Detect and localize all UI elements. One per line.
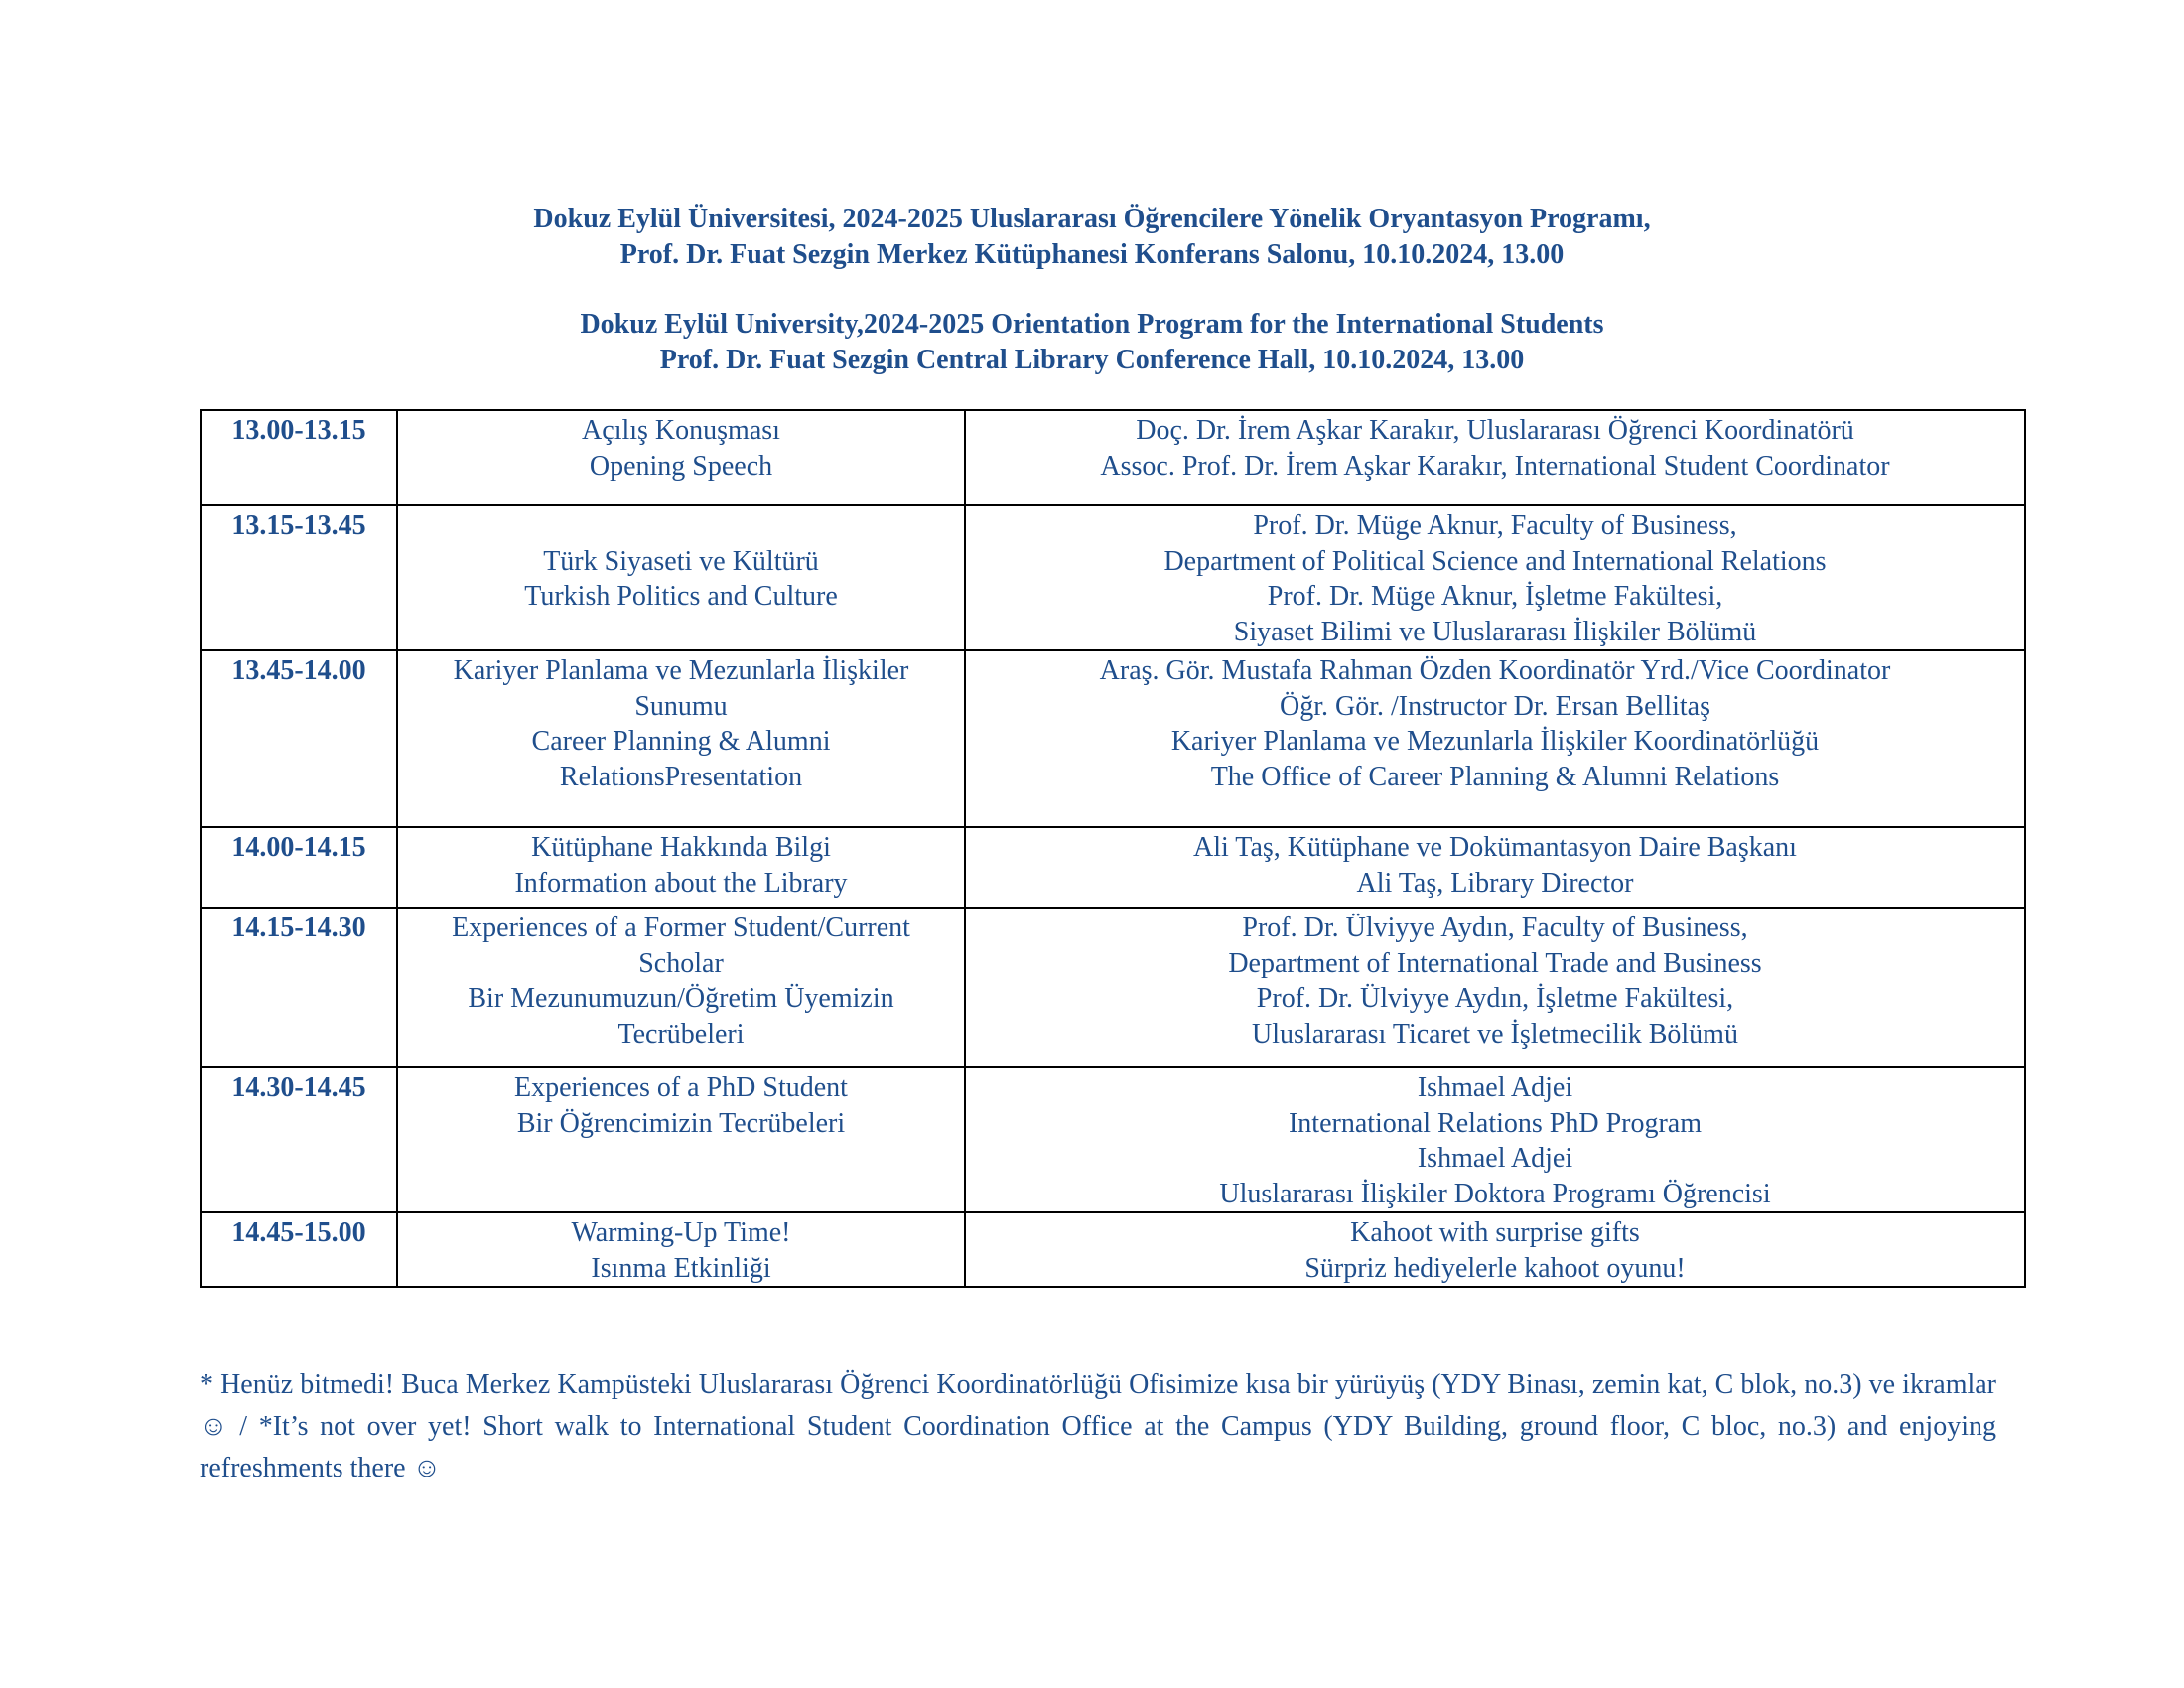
topic-line: Isınma Etkinliği [591, 1252, 771, 1284]
speaker-line: Sürpriz hediyelerle kahoot oyunu! [1304, 1252, 1686, 1284]
table-row [201, 827, 2025, 908]
speaker-line: Ishmael Adjei [1417, 1072, 1573, 1103]
document-header [0, 202, 2184, 378]
topic-line: Tecrübeleri [617, 1018, 745, 1050]
speaker-line: Doç. Dr. İrem Aşkar Karakır, Uluslararası Öğrenci Koordinatörü [1136, 415, 1854, 446]
session-topic [397, 827, 965, 908]
speaker-line: Siyaset Bilimi ve Uluslararası İlişkiler Bölümü [1233, 616, 1757, 647]
session-topic [397, 1067, 965, 1212]
topic-line: Career Planning & Alumni [531, 726, 831, 757]
table-row [201, 1212, 2025, 1287]
session-topic [397, 650, 965, 827]
topic-line: Sunumu [634, 690, 728, 722]
time-slot: 14.15-14.30 [201, 908, 397, 1067]
session-topic [397, 410, 965, 505]
time-slot: 14.45-15.00 [201, 1212, 397, 1287]
speaker-line: Department of Political Science and International Relations [1163, 545, 1827, 577]
topic-line: Bir Öğrencimizin Tecrübeleri [516, 1107, 846, 1139]
session-speaker [965, 827, 2025, 908]
speaker-line: The Office of Career Planning & Alumni Relations [1210, 761, 1780, 792]
topic-line: Experiences of a PhD Student [514, 1072, 848, 1103]
speaker-line: Araş. Gör. Mustafa Rahman Özden Koordinatör Yrd./Vice Coordinator [1099, 655, 1891, 686]
speaker-line: Ishmael Adjei [1417, 1143, 1573, 1174]
venue-turkish: Prof. Dr. Fuat Sezgin Merkez Kütüphanesi Konferans Salonu, 10.10.2024, 13.00 [619, 239, 1565, 270]
speaker-line: Öğr. Gör. /Instructor Dr. Ersan Bellitaş [1280, 690, 1710, 722]
speaker-line: Prof. Dr. Müge Aknur, İşletme Fakültesi, [1267, 581, 1723, 612]
topic-line: Açılış Konuşması [582, 415, 780, 446]
time-slot: 13.15-13.45 [201, 505, 397, 650]
table-row [201, 908, 2025, 1067]
title-turkish: Dokuz Eylül Üniversitesi, 2024-2025 Uluslararası Öğrencilere Yönelik Oryantasyon Programı, [533, 204, 1651, 234]
table-row [201, 410, 2025, 505]
speaker-line: Uluslararası Ticaret ve İşletmecilik Bölümü [1252, 1018, 1738, 1050]
session-speaker [965, 650, 2025, 827]
topic-line: Information about the Library [514, 867, 848, 899]
session-speaker [965, 505, 2025, 650]
session-topic [397, 1212, 965, 1287]
title-english: Dokuz Eylül University,2024-2025 Orientation Program for the International Students [580, 309, 1604, 340]
session-topic [397, 908, 965, 1067]
speaker-line: Ali Taş, Library Director [1356, 867, 1634, 899]
topic-line: Turkish Politics and Culture [524, 581, 838, 612]
speaker-line: Uluslararası İlişkiler Doktora Programı Öğrencisi [1219, 1178, 1771, 1209]
venue-english: Prof. Dr. Fuat Sezgin Central Library Conference Hall, 10.10.2024, 13.00 [659, 345, 1525, 375]
speaker-line: Ali Taş, Kütüphane ve Dokümantasyon Daire Başkanı [1193, 832, 1797, 863]
session-speaker [965, 410, 2025, 505]
topic-line: Kariyer Planlama ve Mezunlarla İlişkiler [453, 655, 909, 686]
session-speaker [965, 1212, 2025, 1287]
speaker-line: Kariyer Planlama ve Mezunlarla İlişkiler Koordinatörlüğü [1170, 726, 1820, 757]
time-slot: 13.45-14.00 [201, 650, 397, 827]
speaker-line: Assoc. Prof. Dr. İrem Aşkar Karakır, International Student Coordinator [1100, 450, 1890, 482]
session-topic [397, 505, 965, 650]
topic-line: Experiences of a Former Student/Current [452, 913, 910, 943]
speaker-line: Prof. Dr. Ülviyye Aydın, Faculty of Business, [1242, 913, 1748, 943]
speaker-line: Prof. Dr. Ülviyye Aydın, İşletme Fakültesi, [1256, 983, 1734, 1014]
speaker-line: International Relations PhD Program [1288, 1107, 1703, 1139]
session-speaker [965, 1067, 2025, 1212]
session-speaker [965, 908, 2025, 1067]
topic-line: Kütüphane Hakkında Bilgi [531, 832, 831, 863]
topic-line: Scholar [638, 947, 724, 979]
table-row [201, 505, 2025, 650]
topic-line: Opening Speech [589, 450, 773, 482]
speaker-line: Department of International Trade and Business [1228, 947, 1762, 979]
table-row [201, 1067, 2025, 1212]
topic-line: RelationsPresentation [559, 761, 803, 792]
schedule-table [200, 409, 2026, 1288]
topic-line: Warming-Up Time! [571, 1217, 791, 1248]
time-slot: 13.00-13.15 [201, 410, 397, 505]
topic-line: Bir Mezunumuzun/Öğretim Üyemizin [468, 983, 894, 1014]
speaker-line: Kahoot with surprise gifts [1350, 1217, 1640, 1248]
footnote: * Henüz bitmedi! Buca Merkez Kampüsteki Uluslararası Öğrenci Koordinatörlüğü Ofisimize kısa bir yürüyüş (YDY Binası, zemin kat, C blok, no.3) ve ikramlar ☺ / *It’s not over yet! Short walk to International Student Coordination Office at the Campus (YDY Building, ground floor, C bloc, no.3) and enjoying refreshments there ☺ [200, 1369, 1996, 1483]
time-slot: 14.30-14.45 [201, 1067, 397, 1212]
speaker-line: Prof. Dr. Müge Aknur, Faculty of Business, [1253, 510, 1737, 541]
table-row [201, 650, 2025, 827]
time-slot: 14.00-14.15 [201, 827, 397, 908]
topic-line: Türk Siyaseti ve Kültürü [543, 545, 819, 577]
